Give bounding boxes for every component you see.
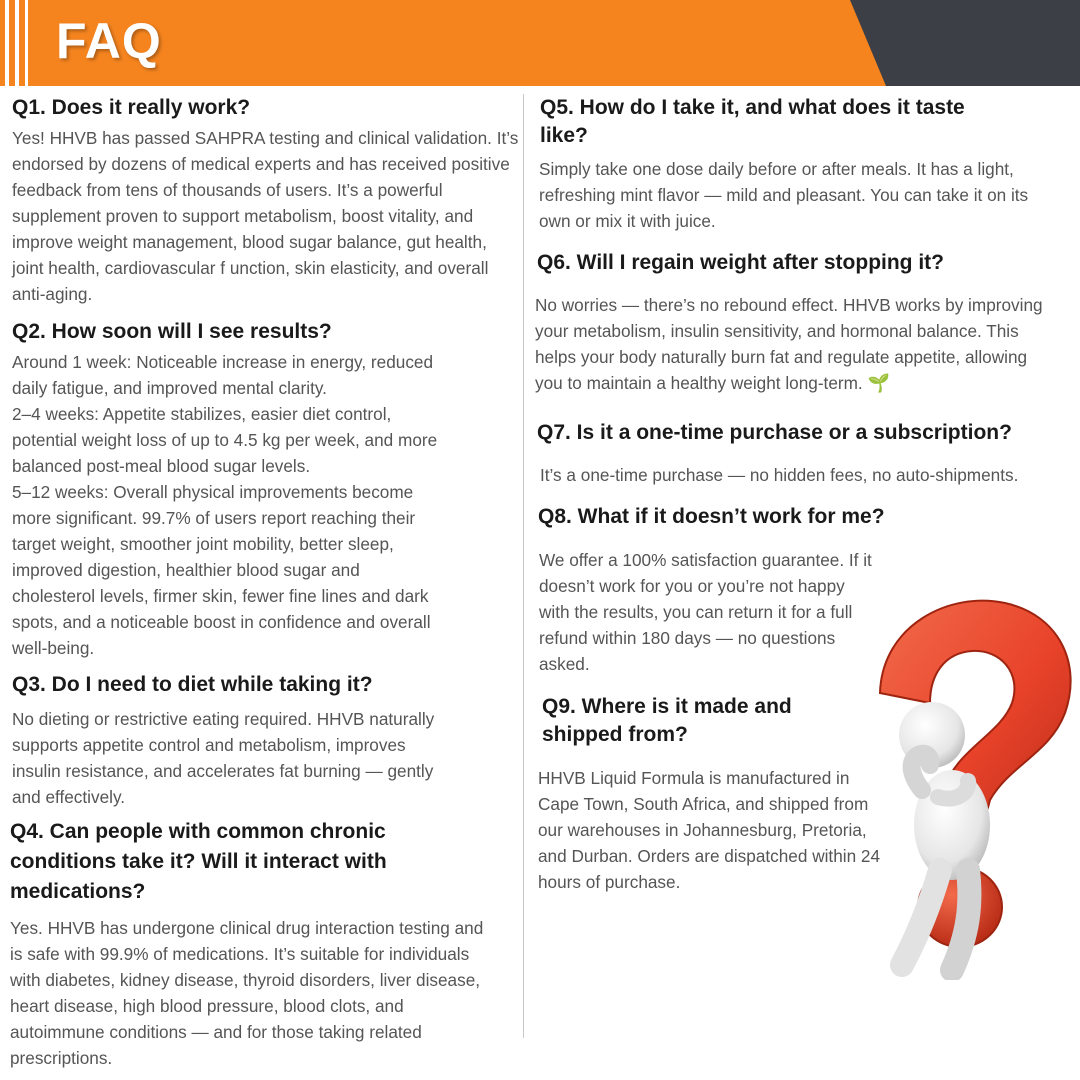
- faq-answer-5: Simply take one dose daily before or after meals. It has a light, refreshing mint flavor — mild and pleasant. You can take it on its own or mix it with juice.: [539, 159, 1029, 231]
- faq-answer-7: It’s a one-time purchase — no hidden fees, no auto-shipments.: [540, 465, 1019, 485]
- faq-answer-6-text: No worries — there’s no rebound effect. HHVB works by improving your metabolism, insulin sensitivity, and hormonal balance. This helps your body naturally burn fat and regulate appetite, allowing you to maintain a healthy weight long-term.: [535, 295, 1043, 393]
- faq-question-2: Q2. How soon will I see results?: [12, 320, 332, 343]
- faq-answer-3: No dieting or restrictive eating required. HHVB naturally supports appetite control and metabolism, improves insulin resistance, and accelerates fat burning — gently and effectively.: [12, 709, 435, 807]
- faq-answer-1: Yes! HHVB has passed SAHPRA testing and clinical validation. It’s endorsed by dozens of medical experts and has received positive feedback from tens of thousands of users. It’s a powerful supplement proven to support metabolism, boost vitality, and improve weight management, blood sugar balance, gut health, joint health, cardiovascular f unction, skin elasticity, and overall anti-aging.: [12, 128, 519, 304]
- header-stripe: [5, 0, 9, 86]
- header-stripe: [15, 0, 19, 86]
- faq-question-5: Q5. How do I take it, and what does it taste like?: [540, 96, 965, 147]
- faq-question-7: Q7. Is it a one-time purchase or a subscription?: [537, 421, 1012, 444]
- faq-question-6: Q6. Will I regain weight after stopping it?: [537, 251, 944, 274]
- faq-question-4: Q4. Can people with common chronic conditions take it? Will it interact with medications?: [10, 820, 387, 903]
- faq-answer-8: We offer a 100% satisfaction guarantee. If it doesn’t work for you or you’re not happy with the results, you can return it for a full refund within 180 days — no questions asked.: [539, 550, 872, 674]
- header-stripe: [25, 0, 28, 86]
- faq-answer-2: Around 1 week: Noticeable increase in energy, reduced daily fatigue, and improved mental clarity. 2–4 weeks: Appetite stabilizes, easier diet control, potential weight loss of up to 4.5 kg per week, and more balanced post-meal blood sugar levels. 5–12 weeks: Overall physical improvements become more significant. 99.7% of users report reaching their target weight, smoother joint mobility, better sleep, improved digestion, healthier blood sugar and cholesterol levels, firmer skin, fewer fine lines and dark spots, and a noticeable boost in confidence and overall well-being.: [12, 352, 438, 658]
- page-title: FAQ: [56, 13, 162, 69]
- faq-question-3: Q3. Do I need to diet while taking it?: [12, 673, 373, 696]
- seedling-icon: 🌱: [867, 373, 890, 393]
- column-divider: [523, 94, 524, 1038]
- faq-question-1: Q1. Does it really work?: [12, 96, 251, 119]
- faq-question-8: Q8. What if it doesn’t work for me?: [538, 505, 885, 528]
- faq-answer-9: HHVB Liquid Formula is manufactured in Cape Town, South Africa, and shipped from our warehouses in Johannesburg, Pretoria, and Durban. Orders are dispatched within 24 hours of purchase.: [538, 768, 881, 892]
- faq-answer-6: [535, 292, 1055, 396]
- faq-header: [0, 0, 1080, 86]
- question-mark-thinker-icon: [840, 585, 1080, 980]
- header-dark-band: [850, 0, 1080, 86]
- faq-question-9: Q9. Where is it made and shipped from?: [542, 695, 792, 746]
- faq-answer-4: Yes. HHVB has undergone clinical drug interaction testing and is safe with 99.9% of medications. It’s suitable for individuals with diabetes, kidney disease, thyroid disorders, liver disease, heart disease, high blood pressure, blood clots, and autoimmune conditions — and for those taking related prescriptions.: [10, 918, 484, 1068]
